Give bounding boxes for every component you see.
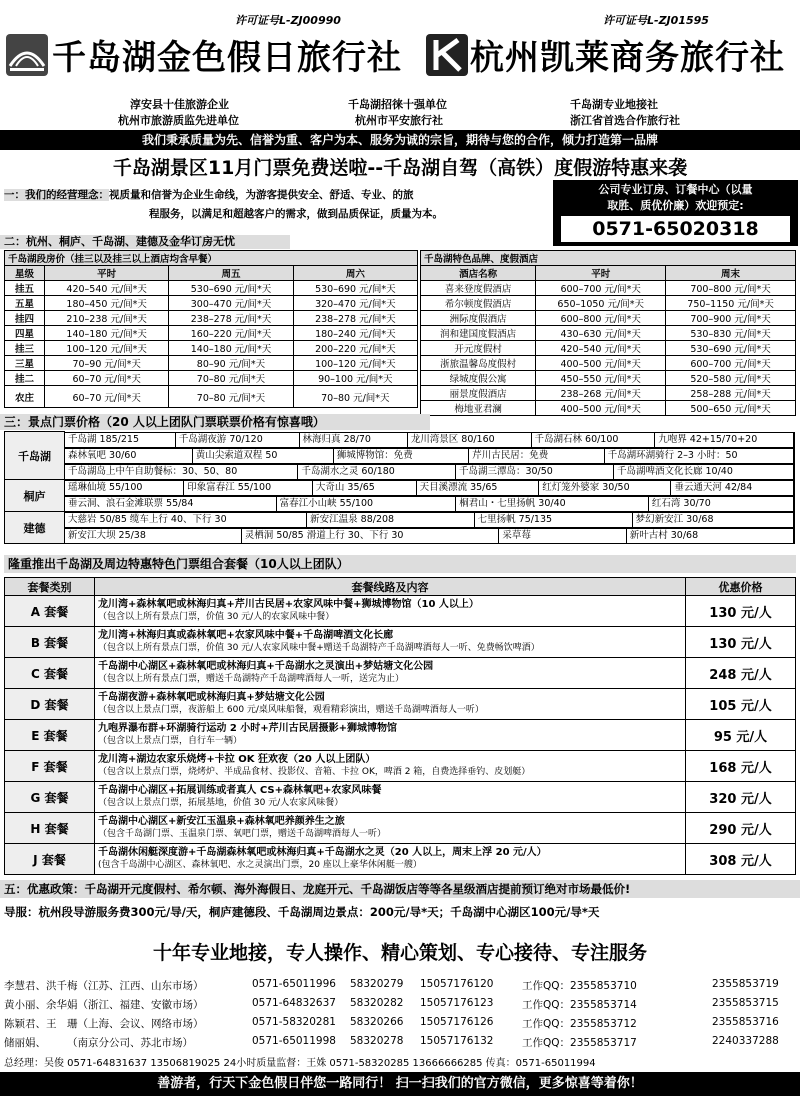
package-route: 千岛湖中心湖区+森林氧吧或林海归真+千岛湖水之灵演出+梦姑塘文化公园	[98, 661, 434, 672]
ticket-price: 千岛湖石林 60/100	[532, 433, 656, 447]
room-price: 100–120 元/间*天	[45, 341, 169, 356]
section2-title: 二：杭州、桐庐、千岛湖、建德及金华订房无忧	[0, 235, 290, 249]
ticket-price: 瑶琳仙境 55/100	[65, 481, 184, 495]
room-price: 210–238 元/间*天	[45, 311, 169, 326]
contact-mobile[interactable]: 15057176126	[420, 1016, 494, 1028]
right-table-row	[421, 386, 796, 401]
package-code: B 套餐	[5, 627, 95, 658]
contact-names: 黄小丽、余华娟（浙江、福建、安徽市场）	[4, 999, 204, 1011]
logo-left-icon	[6, 34, 48, 76]
package-content	[95, 658, 686, 689]
room-price: 700–900 元/间*天	[666, 311, 796, 326]
booking-box	[553, 180, 798, 246]
pkg-header: 优惠价格	[686, 578, 796, 596]
left-table-title: 千岛湖段房价（挂三以及挂三以上酒店均含早餐）	[5, 251, 418, 266]
ticket-price: 天目溪漂流 35/65	[417, 481, 540, 495]
star-level: 五星	[5, 296, 45, 311]
hotel-name: 喜来登度假酒店	[421, 281, 536, 296]
ticket-price: 红石湾 30/70	[649, 497, 794, 511]
ticket-row	[5, 432, 796, 448]
ticket-price: 垂云通天河 42/84	[671, 481, 794, 495]
contact-mobile[interactable]: 15057176120	[420, 978, 494, 990]
pkg-header: 套餐类别	[5, 578, 95, 596]
package-price: 320 元/人	[686, 782, 796, 813]
left-table-row	[5, 296, 418, 311]
section1-title: 一：我们的经营理念：	[4, 189, 109, 201]
package-row	[5, 813, 796, 844]
room-table-left-wrap	[4, 250, 418, 408]
ticket-table	[4, 431, 796, 544]
package-code: D 套餐	[5, 689, 95, 720]
package-content	[95, 844, 686, 875]
contact-qq[interactable]: 工作QQ：2355853717	[522, 1037, 637, 1049]
brand-right: 杭州凯莱商务旅行社	[470, 38, 785, 78]
honor-2: 杭州市旅游质监先进单位	[118, 114, 239, 127]
slogan-bar: 我们秉承质量为先、信誉为重、客户为本、服务为诚的宗旨，期待与您的合作，倾力打造第一品牌	[0, 130, 800, 150]
star-level: 挂四	[5, 311, 45, 326]
honor-6: 浙江省首选合作旅行社	[570, 114, 680, 127]
hotel-name: 希尔顿度假酒店	[421, 296, 536, 311]
room-price: 80–90 元/间*天	[169, 356, 293, 371]
package-note: (包含千岛湖中心湖区、森林氧吧、水之灵演出门票，20 座以上豪华休闲艇一艘）	[98, 860, 422, 870]
ticket-price: 千岛湖水之灵 60/180	[298, 465, 456, 479]
ticket-row	[5, 528, 796, 544]
left-table-row	[5, 356, 418, 371]
right-table-row	[421, 371, 796, 386]
manager-line: 总经理：吴俊 0571-64831637 13506819025 24小时质量监督：王姝 0571-58320285 13666666285 传真：0571-65011994	[4, 1058, 596, 1069]
right-header: 周末	[666, 266, 796, 281]
logo-right-icon	[426, 34, 468, 76]
ticket-line	[65, 432, 795, 448]
package-code: J 套餐	[5, 844, 95, 875]
package-row	[5, 596, 796, 627]
left-header: 平时	[45, 266, 169, 281]
room-price: 90–100 元/间*天	[293, 371, 417, 386]
left-header: 周五	[169, 266, 293, 281]
ticket-cell-wrap	[65, 448, 796, 464]
contact-qq2[interactable]: 2240337288	[712, 1035, 779, 1047]
ticket-row	[5, 464, 796, 480]
contact-names: 李慧君、洪千梅（江苏、江西、山东市场）	[4, 980, 204, 992]
hotel-name: 开元度假村	[421, 341, 536, 356]
ticket-price: 红灯笼外婆家 30/50	[539, 481, 671, 495]
hotel-name: 梅地亚君澜	[421, 401, 536, 416]
room-price: 160–220 元/间*天	[169, 326, 293, 341]
room-price: 400–500 元/间*天	[536, 356, 666, 371]
package-route: 龙川湾+湖边农家乐烧烤+卡拉 OK 狂欢夜（20 人以上团队）	[98, 754, 376, 765]
room-price: 420–540 元/间*天	[45, 281, 169, 296]
room-price: 650–1050 元/间*天	[536, 296, 666, 311]
room-price: 600–800 元/间*天	[536, 311, 666, 326]
ticket-price: 黄山尖索道双程 50	[193, 449, 334, 463]
room-price: 70–80 元/间*天	[293, 386, 417, 408]
ticket-price: 新安江温泉 88/208	[307, 513, 474, 527]
left-table-row	[5, 281, 418, 296]
room-price: 750–1150 元/间*天	[666, 296, 796, 311]
room-price: 238–278 元/间*天	[169, 311, 293, 326]
room-price: 530–690 元/间*天	[666, 341, 796, 356]
package-code: A 套餐	[5, 596, 95, 627]
footer-bar: 善游者，行天下金色假日伴您一路同行！ 扫一扫我们的官方微信，更多惊喜等着你！	[0, 1072, 800, 1096]
ticket-price: 龙川湾景区 80/160	[408, 433, 532, 447]
ticket-price: 新安江大坝 25/38	[65, 529, 242, 543]
room-table-right-wrap	[420, 250, 796, 416]
room-price: 100–120 元/间*天	[293, 356, 417, 371]
headline: 千岛湖景区11月门票免费送啦--千岛湖自驾（高铁）度假游特惠来袭	[112, 157, 688, 179]
ticket-price: 大奇山 35/65	[313, 481, 417, 495]
contact-qq2[interactable]: 2355853719	[712, 978, 779, 990]
room-price: 520–580 元/间*天	[666, 371, 796, 386]
booking-phone[interactable]: 0571-65020318	[561, 216, 790, 242]
star-level: 挂二	[5, 371, 45, 386]
hotel-name: 丽景度假酒店	[421, 386, 536, 401]
ticket-price: 灵栖洞 50/85 滑道上行 30、下行 30	[242, 529, 500, 543]
package-content	[95, 782, 686, 813]
contact-phone2[interactable]: 58320278	[350, 1035, 404, 1047]
package-note: （包含以上景点门票，烧烤炉、半成品食材、投影仪、音箱、卡拉 OK，啤酒 2 箱，自费选择垂钓、皮划艇）	[98, 767, 531, 777]
contact-qq[interactable]: 工作QQ：2355853710	[522, 980, 637, 992]
package-table-wrap	[4, 577, 796, 875]
room-price: 450–550 元/间*天	[536, 371, 666, 386]
ticket-cell-wrap	[65, 432, 796, 448]
room-price: 530–690 元/间*天	[169, 281, 293, 296]
package-row	[5, 782, 796, 813]
package-code: F 套餐	[5, 751, 95, 782]
contact-qq[interactable]: 工作QQ：2355853714	[522, 999, 637, 1011]
room-price: 400–500 元/间*天	[536, 401, 666, 416]
ticket-group-name: 桐庐	[5, 480, 65, 512]
ticket-price: 林海归真 28/70	[300, 433, 408, 447]
right-table-row	[421, 281, 796, 296]
honor-1: 淳安县十佳旅游企业	[130, 98, 229, 111]
room-price: 430–630 元/间*天	[536, 326, 666, 341]
package-row	[5, 689, 796, 720]
package-content	[95, 813, 686, 844]
ticket-cell-wrap	[65, 496, 796, 512]
section3-title: 三：景点门票价格（20 人以上团队门票联票价格有惊喜哦）	[0, 414, 430, 430]
ticket-group-name: 千岛湖	[5, 432, 65, 480]
section1	[4, 186, 549, 224]
contact-mobile[interactable]: 15057176132	[420, 1035, 494, 1047]
package-table	[4, 577, 796, 875]
package-price: 130 元/人	[686, 596, 796, 627]
room-price: 420–540 元/间*天	[536, 341, 666, 356]
room-price: 500–650 元/间*天	[666, 401, 796, 416]
package-code: E 套餐	[5, 720, 95, 751]
package-price: 105 元/人	[686, 689, 796, 720]
ticket-price: 千岛湖啤酒文化长廊 10/40	[614, 465, 794, 479]
room-price: 140–180 元/间*天	[169, 341, 293, 356]
room-price: 180–450 元/间*天	[45, 296, 169, 311]
ticket-grid	[4, 431, 796, 544]
package-price: 168 元/人	[686, 751, 796, 782]
section1-text2: 程服务，以满足和超越客户的需求，做到品质保证，质量为本。	[149, 208, 443, 220]
room-price: 300–470 元/间*天	[169, 296, 293, 311]
header	[0, 0, 800, 90]
package-content	[95, 751, 686, 782]
room-price: 200–220 元/间*天	[293, 341, 417, 356]
hotel-name: 浙旅温馨岛度假村	[421, 356, 536, 371]
booking-line1: 公司专业订房、订餐中心（以量	[598, 183, 753, 196]
ticket-row	[5, 480, 796, 496]
package-note: （包含以上景点门票，夜游船上 600 元/桌风味船餐，观看精彩演出，赠送千岛湖啤酒每人一听）	[98, 705, 484, 715]
ticket-price: 桐君山・七里扬帆 30/40	[456, 497, 649, 511]
package-price: 248 元/人	[686, 658, 796, 689]
booking-line2: 取胜、质优价廉）欢迎预定:	[607, 199, 744, 212]
contact-qq2[interactable]: 2355853716	[712, 1016, 779, 1028]
package-row	[5, 751, 796, 782]
ticket-line	[65, 448, 795, 464]
room-price: 70–90 元/间*天	[45, 356, 169, 371]
package-code: C 套餐	[5, 658, 95, 689]
ticket-price: 千岛湖岛上中午自助餐标：30、50、80	[65, 465, 298, 479]
right-table-row	[421, 341, 796, 356]
room-price: 238–268 元/间*天	[536, 386, 666, 401]
left-header: 周六	[293, 266, 417, 281]
ticket-cell-wrap	[65, 512, 796, 528]
room-price: 530–830 元/间*天	[666, 326, 796, 341]
package-code: H 套餐	[5, 813, 95, 844]
ticket-group-name: 建德	[5, 512, 65, 544]
room-price: 600–700 元/间*天	[666, 356, 796, 371]
package-route: 千岛湖中心湖区+新安江玉温泉+森林氧吧养颜养生之旅	[98, 816, 345, 827]
right-header: 酒店名称	[421, 266, 536, 281]
license-right: 许可证号L-ZJ01595	[603, 14, 709, 27]
package-route: 龙川湾+林海归真或森林氧吧+农家风味中餐+千岛湖啤酒文化长廊	[98, 630, 394, 641]
ticket-price: 大慈岩 50/85 缆车上行 40、下行 30	[65, 513, 307, 527]
ticket-price: 狮城博物馆：免费	[334, 449, 469, 463]
ticket-row	[5, 448, 796, 464]
ticket-price: 梦幻新安江 30/68	[633, 513, 794, 527]
honor-4: 杭州市平安旅行社	[355, 114, 443, 127]
package-content	[95, 720, 686, 751]
package-price: 95 元/人	[686, 720, 796, 751]
right-header: 平时	[536, 266, 666, 281]
package-route: 千岛湖中心湖区+拓展训练或者真人 CS+森林氧吧+农家风味餐	[98, 785, 382, 796]
right-table-row	[421, 356, 796, 371]
package-note: （包含以上景点门票，拓展基地，价值 30 元/人农家风味餐）	[98, 798, 344, 808]
package-row	[5, 627, 796, 658]
room-price: 140–180 元/间*天	[45, 326, 169, 341]
ticket-price: 垂云洞、浪石金滩联票 55/84	[65, 497, 277, 511]
package-content	[95, 596, 686, 627]
license-left: 许可证号L-ZJ00990	[235, 14, 341, 27]
motto: 十年专业地接，专人操作、精心策划、专心接待、专注服务	[152, 942, 647, 964]
ticket-price: 芹川古民居：免费	[469, 449, 604, 463]
package-content	[95, 689, 686, 720]
ticket-line	[65, 496, 795, 512]
logo-left	[6, 34, 48, 76]
ticket-line	[65, 464, 795, 480]
left-table-row	[5, 311, 418, 326]
left-table-row	[5, 326, 418, 341]
ticket-price: 采草莓	[499, 529, 626, 543]
package-price: 130 元/人	[686, 627, 796, 658]
package-note: （包含以上所有景点门票，价值 30 元/人农家风味中餐+赠送千岛湖特产千岛湖啤酒每人一听、免费畅饮啤酒）	[98, 643, 540, 653]
package-route: 九咆界瀑布群+环湖骑行运动 2 小时+芹川古民居摄影+狮城博物馆	[98, 723, 398, 734]
package-note: （包含千岛湖门票、玉温泉门票、氧吧门票，赠送千岛湖啤酒每人一听）	[98, 829, 387, 839]
room-price: 70–80 元/间*天	[169, 371, 293, 386]
star-level: 农庄	[5, 386, 45, 408]
room-price: 238–278 元/间*天	[293, 311, 417, 326]
right-table-title: 千岛湖特色品牌、度假酒店	[421, 251, 796, 266]
honor-3: 千岛湖招徕十强单位	[348, 98, 447, 111]
right-table-row	[421, 311, 796, 326]
package-row	[5, 658, 796, 689]
hotel-name: 润和建国度假酒店	[421, 326, 536, 341]
package-note: （包含以上所有景点门票，价值 30 元/人的农家风味中餐）	[98, 612, 335, 622]
left-table-row	[5, 371, 418, 386]
ticket-cell-wrap	[65, 480, 796, 496]
package-route: 龙川湾+森林氧吧或林海归真+芹川古民居+农家风味中餐+狮城博物馆（10 人以上）	[98, 599, 479, 610]
left-table-row	[5, 386, 418, 408]
contact-names: 储丽娟、 （南京分公司、苏北市场）	[4, 1037, 193, 1049]
left-table-row	[5, 341, 418, 356]
contact-phone2[interactable]: 58320282	[350, 997, 404, 1009]
room-price: 700–800 元/间*天	[666, 281, 796, 296]
section5-title: 五：优惠政策：千岛湖开元度假村、希尔顿、海外海假日、龙庭开元、千岛湖饭店等等各星级酒店提前预订绝对市场最低价!	[0, 880, 800, 898]
package-price: 308 元/人	[686, 844, 796, 875]
contact-names: 陈颖君、王 珊（上海、会议、网络市场）	[4, 1018, 204, 1030]
package-note: （包含以上所有景点门票，赠送千岛湖特产千岛湖啤酒每人一听，送完为止）	[98, 674, 405, 684]
room-price: 320–470 元/间*天	[293, 296, 417, 311]
contact-phone1[interactable]: 0571-58320281	[252, 1016, 336, 1028]
hotel-name: 洲际度假酒店	[421, 311, 536, 326]
package-row	[5, 844, 796, 875]
ticket-price: 千岛湖三潭岛：30/50	[456, 465, 614, 479]
brand-left: 千岛湖金色假日旅行社	[52, 38, 402, 78]
star-level: 三星	[5, 356, 45, 371]
ticket-price: 千岛湖环湖骑行 2–3 小时：50	[605, 449, 794, 463]
room-table-left	[4, 250, 418, 408]
logo-right	[426, 34, 468, 76]
star-level: 挂三	[5, 341, 45, 356]
package-route: 千岛湖休闲艇深度游+千岛湖森林氧吧或林海归真+千岛湖水之灵（20 人以上，周末上浮 20 元/人）	[98, 847, 547, 858]
room-price: 530–690 元/间*天	[293, 281, 417, 296]
room-price: 60–70 元/间*天	[45, 371, 169, 386]
package-row	[5, 720, 796, 751]
room-price: 70–80 元/间*天	[169, 386, 293, 408]
ticket-price: 千岛湖 185/215	[65, 433, 176, 447]
ticket-price: 富春江小山峡 55/100	[277, 497, 457, 511]
ticket-row	[5, 496, 796, 512]
right-table-row	[421, 326, 796, 341]
honor-5: 千岛湖专业地接社	[570, 98, 658, 111]
section4-title: 隆重推出千岛湖及周边特惠特色门票组合套餐（10人以上团队）	[4, 555, 796, 573]
room-price: 180–240 元/间*天	[293, 326, 417, 341]
ticket-price: 新叶古村 30/68	[627, 529, 794, 543]
room-price: 60–70 元/间*天	[45, 386, 169, 408]
ticket-line	[65, 528, 795, 544]
ticket-price: 七里扬帆 75/135	[475, 513, 633, 527]
ticket-cell-wrap	[65, 528, 796, 544]
contact-phone2[interactable]: 58320266	[350, 1016, 404, 1028]
left-header: 星级	[5, 266, 45, 281]
section1-text1: 视质量和信誉为企业生命线，为游客提供安全、舒适、专业、的旅	[109, 189, 414, 201]
star-level: 挂五	[5, 281, 45, 296]
contact-phone1[interactable]: 0571-65011998	[252, 1035, 336, 1047]
contact-qq[interactable]: 工作QQ：2355853712	[522, 1018, 637, 1030]
right-table-row	[421, 401, 796, 416]
pkg-header: 套餐线路及内容	[95, 578, 686, 596]
ticket-cell-wrap	[65, 464, 796, 480]
package-note: （包含以上景点门票，自行车一辆）	[98, 736, 243, 746]
ticket-line	[65, 480, 795, 496]
room-price: 600–700 元/间*天	[536, 281, 666, 296]
star-level: 四星	[5, 326, 45, 341]
ticket-price: 千岛湖夜游 70/120	[176, 433, 300, 447]
contact-phone2[interactable]: 58320279	[350, 978, 404, 990]
contact-mobile[interactable]: 15057176123	[420, 997, 494, 1009]
contact-qq2[interactable]: 2355853715	[712, 997, 779, 1009]
package-route: 千岛湖夜游+森林氧吧或林海归真+梦姑塘文化公园	[98, 692, 325, 703]
package-price: 290 元/人	[686, 813, 796, 844]
room-price: 258–288 元/间*天	[666, 386, 796, 401]
guide-fee: 导服：杭州段导游服务费300元/导/天，桐庐建德段、千岛湖周边景点：200元/导*天；千岛湖中心湖区100元/导*天	[4, 905, 600, 919]
package-content	[95, 627, 686, 658]
package-code: G 套餐	[5, 782, 95, 813]
room-table-right	[420, 250, 796, 416]
contact-phone1[interactable]: 0571-64832637	[252, 997, 336, 1009]
contact-phone1[interactable]: 0571-65011996	[252, 978, 336, 990]
hotel-name: 绿城度假公寓	[421, 371, 536, 386]
ticket-price: 九咆界 42+15/70+20	[655, 433, 794, 447]
ticket-line	[65, 512, 795, 528]
ticket-row	[5, 512, 796, 528]
right-table-row	[421, 296, 796, 311]
ticket-price: 森林氧吧 30/60	[65, 449, 193, 463]
ticket-price: 印象富春江 55/100	[184, 481, 313, 495]
